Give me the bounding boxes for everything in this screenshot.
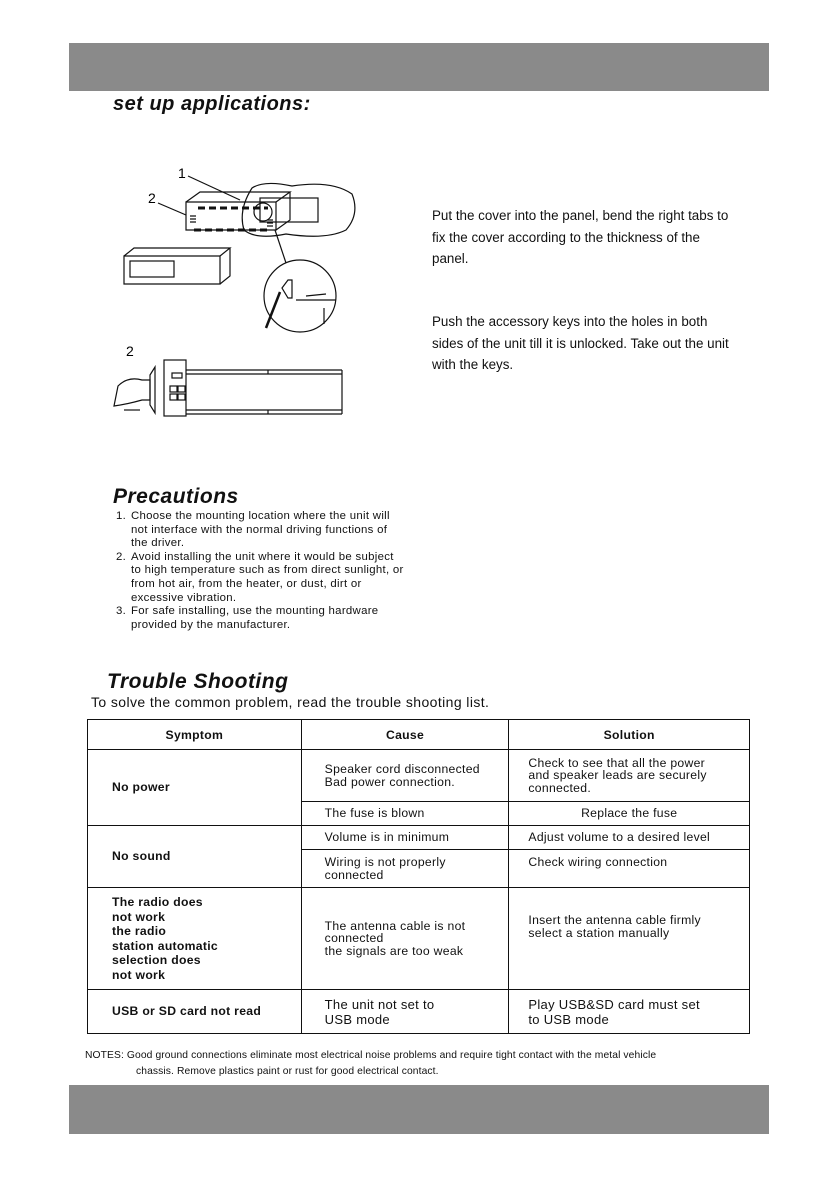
precautions-list bbox=[116, 510, 456, 632]
notes bbox=[85, 1048, 775, 1079]
cause-cell: Wiring is not properly connected bbox=[301, 850, 509, 888]
item-text: For safe installing, use the mounting hardware provided by the manufacturer. bbox=[131, 605, 379, 631]
notes-line-1: NOTES: Good ground connections eliminate most electrical noise problems and require tight contact with the metal vehicle bbox=[85, 1050, 657, 1061]
symptom-cell: USB or SD card not read bbox=[88, 990, 302, 1034]
table-row bbox=[88, 826, 750, 850]
symptom-cell: The radio does not work the radio station automatic selection does not work bbox=[88, 888, 302, 990]
installation-illustration bbox=[110, 160, 360, 440]
item-number: 1. bbox=[116, 510, 127, 522]
column-header: Solution bbox=[509, 720, 750, 750]
symptom-cell: No power bbox=[88, 750, 302, 826]
cause-cell: Volume is in minimum bbox=[301, 826, 509, 850]
item-text: Choose the mounting location where the unit will not interface with the normal driving functions of the driver. bbox=[131, 510, 390, 550]
table-row bbox=[88, 990, 750, 1034]
solution-cell: Check to see that all the power and speaker leads are securely connected. bbox=[509, 750, 750, 802]
trouble-intro: To solve the common problem, read the trouble shooting list. bbox=[91, 694, 490, 710]
list-item bbox=[116, 551, 456, 605]
notes-line-2: chassis. Remove plastics paint or rust for good electrical contact. bbox=[136, 1065, 439, 1077]
cause-cell: Speaker cord disconnected Bad power connection. bbox=[301, 750, 509, 802]
removal-instruction: Push the accessory keys into the holes in both sides of the unit till it is unlocked. Take out the unit with the keys. bbox=[432, 314, 729, 372]
list-item bbox=[116, 605, 456, 632]
figure-label-3: 2 bbox=[126, 343, 134, 359]
list-item bbox=[116, 510, 456, 551]
item-text: Avoid installing the unit where it would be subject to high temperature such as from direct sunlight, or from hot air, from the heater, or dust, dirt or excessive vibration. bbox=[131, 550, 404, 604]
symptom-cell: No sound bbox=[88, 826, 302, 888]
header-bar bbox=[69, 43, 769, 91]
setup-heading: set up applications: bbox=[113, 93, 311, 115]
solution-cell: Adjust volume to a desired level bbox=[509, 826, 750, 850]
solution-cell: Check wiring connection bbox=[509, 850, 750, 888]
item-number: 2. bbox=[116, 550, 127, 563]
troubleshooting-table bbox=[87, 719, 750, 1034]
table-row bbox=[88, 750, 750, 802]
trouble-heading: Trouble Shooting bbox=[107, 670, 289, 693]
item-number: 3. bbox=[116, 605, 127, 618]
solution-cell: Play USB&SD card must set to USB mode bbox=[509, 990, 750, 1034]
table-row bbox=[88, 888, 750, 990]
table-header-row bbox=[88, 720, 750, 750]
footer-bar bbox=[69, 1085, 769, 1134]
column-header: Symptom bbox=[88, 720, 302, 750]
solution-cell: Insert the antenna cable firmly select a station manually bbox=[509, 888, 750, 990]
solution-cell: Replace the fuse bbox=[509, 802, 750, 826]
precautions-heading: Precautions bbox=[113, 485, 239, 508]
figure-label-1: 1 bbox=[178, 165, 186, 181]
column-header: Cause bbox=[301, 720, 509, 750]
cause-cell: The antenna cable is not connected the signals are too weak bbox=[301, 888, 509, 990]
cover-instruction: Put the cover into the panel, bend the right tabs to fix the cover according to the thickness of the panel. bbox=[432, 208, 729, 266]
figure-label-2: 2 bbox=[148, 190, 156, 206]
cause-cell: The unit not set to USB mode bbox=[301, 990, 509, 1034]
cause-cell: The fuse is blown bbox=[301, 802, 509, 826]
